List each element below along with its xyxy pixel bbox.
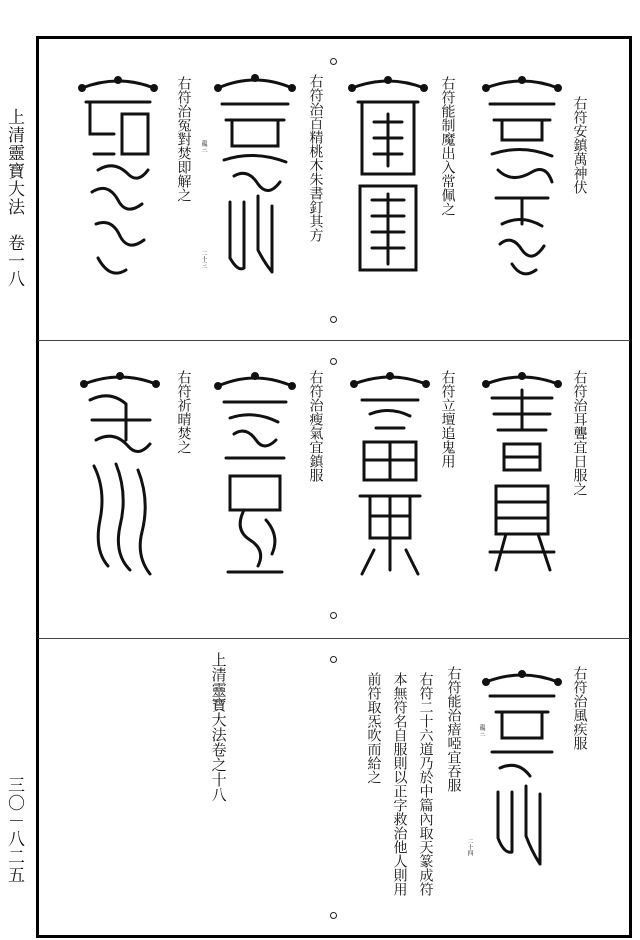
- talisman-seal-4: [78, 74, 158, 286]
- talisman-seal-2: [348, 74, 428, 286]
- talisman-caption: 右符立壇追鬼用: [439, 370, 456, 468]
- talisman-caption: 右符治百精桃木朱書釘其方: [307, 74, 324, 242]
- talisman-seal-8: [80, 370, 160, 584]
- talisman-seal-5: [482, 370, 562, 584]
- talisman-seal-1: [482, 74, 562, 286]
- note-line-2: 本無符名自服則以正字救治他人則用: [391, 672, 408, 896]
- binding-hole: [330, 656, 337, 663]
- binding-hole: [330, 912, 337, 919]
- talisman-caption: 右符能治瘖啞宜吞服: [445, 666, 462, 792]
- margin-book-title: 上清靈寶大法 卷一八: [4, 108, 24, 288]
- talisman-caption: 右符祈晴焚之: [175, 370, 192, 454]
- talisman-seal-6: [350, 370, 430, 584]
- talisman-seal-3: [214, 72, 296, 286]
- talisman-caption: 右符安鎮萬神伏: [571, 96, 588, 194]
- talisman-caption: 右符治瘦氣宜鎮服: [307, 370, 324, 482]
- binding-hole: [330, 58, 337, 65]
- note-line-3: 前符取炁吹而給之: [365, 672, 382, 784]
- talisman-caption: 右符能制魔出入常佩之: [439, 76, 456, 216]
- binding-hole: [330, 316, 337, 323]
- note-line-1: 右符二十六道乃於中篇內取天篆成符: [417, 672, 434, 896]
- small-mark: 二十三: [200, 250, 207, 268]
- section-divider-1: [38, 340, 630, 341]
- margin-page-number: 三〇－八二五: [4, 776, 24, 884]
- chapter-end-title: 上清靈寶大法卷之十八: [209, 652, 228, 802]
- talisman-seal-9: [482, 668, 562, 882]
- talisman-caption: 右符治耳聾宜日服之: [571, 370, 588, 496]
- small-mark: 二十四: [466, 838, 473, 856]
- talisman-caption: 右符治風疾服: [571, 666, 588, 750]
- binding-hole: [330, 358, 337, 365]
- small-mark: 龍三: [478, 724, 485, 736]
- talisman-caption: 右符治冤對焚即解之: [175, 76, 192, 202]
- section-divider-2: [38, 638, 630, 639]
- talisman-seal-7: [214, 370, 296, 584]
- binding-hole: [330, 612, 337, 619]
- small-mark: 龍三: [200, 140, 207, 152]
